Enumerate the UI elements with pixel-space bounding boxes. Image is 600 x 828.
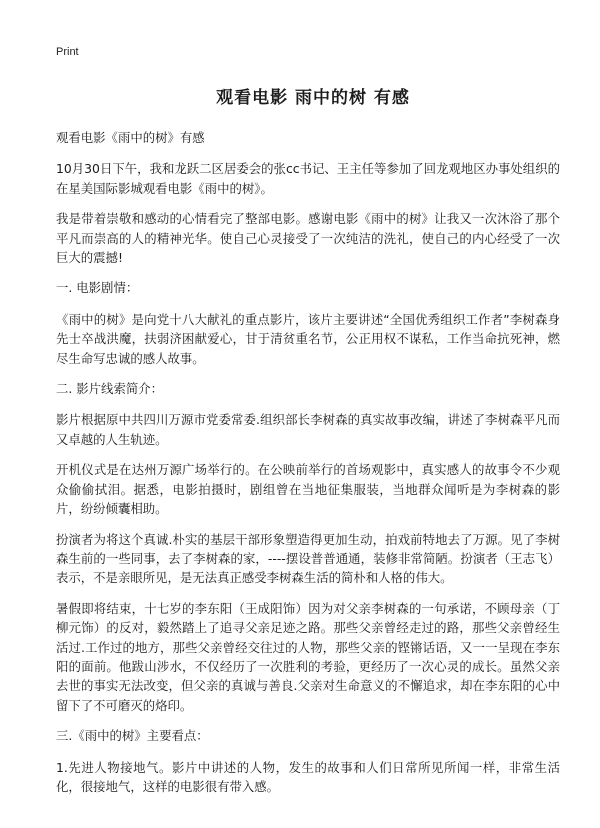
paragraph: 扮演者为将这个真诚.朴实的基层干部形象塑造得更加生动，拍戏前特地去了万源。见了李树森生前的一些同事，去了李树森的家，----摆设普普通通，装修非常简陋。扮演者（王志飞）表示，不是亲眼所见，是无法真正感受李树森生活的简朴和人格的伟大。 xyxy=(56,531,560,586)
section-heading-highlights: 三.《雨中的树》主要看点： xyxy=(56,728,209,744)
paragraph: 10月30日下午，我和龙跃二区居委会的张cc书记、王主任等参加了回龙观地区办事处组织的在星美国际影城观看电影《雨中的树》。 xyxy=(56,161,560,196)
paragraph: 开机仪式是在达州万源广场举行的。在公映前举行的首场观影中，真实感人的故事令不少观众偷偷拭泪。据悉，电影拍摄时，剧组曾在当地征集服装，当地群众闻听是为李树森的影片，纷纷倾囊相助。 xyxy=(56,462,560,517)
paragraph: 影片根据原中共四川万源市党委常委.组织部长李树森的真实故事改编，讲述了李树森平凡而又卓越的人生轨迹。 xyxy=(56,412,560,447)
paragraph: 我是带着崇敬和感动的心情看完了整部电影。感谢电影《雨中的树》让我又一次沐浴了那个平凡而崇高的人的精神光华。使自己心灵接受了一次纯洁的洗礼，使自己的内心经受了一次巨大的震撼! xyxy=(56,211,560,266)
article-subtitle: 观看电影《雨中的树》有感 xyxy=(56,130,205,145)
paragraph: 1.先进人物接地气。影片中讲述的人物，发生的故事和人们日常所见所闻一样，非常生活化，很接地气，这样的电影很有带入感。 xyxy=(56,759,560,794)
section-heading-synopsis: 二. 影片线索简介： xyxy=(56,381,164,397)
paragraph: 暑假即将结束，十七岁的李东阳（王成阳饰）因为对父亲李树森的一句承诺，不顾母亲（丁柳元饰）的反对，毅然踏上了追寻父亲足迹之路。那些父亲曾经走过的路，那些父亲曾经生活过.工作过的地方，那些父亲曾经交往过的人物，那些父亲的铿锵话语，又一一呈现在李东阳的面前。他跋山涉水，不仅经历了一次胜利的考验，更经历了一次心灵的成长。虽然父亲去世的事实无法改变，但父亲的真诚与善良.父亲对生命意义的不懈追求，却在李东阳的心中留下了不可磨灭的烙印。 xyxy=(56,600,560,713)
page-title: 观看电影 雨中的树 有感 xyxy=(216,88,410,108)
paragraph: 《雨中的树》是向党十八大献礼的重点影片，该片主要讲述“全国优秀组织工作者”李树森身先士卒战洪魔，扶弱济困献爱心，甘于清贫重名节，公正用权不谋私，工作当命抗死神，燃尽生命写忠诚的感人故事。 xyxy=(56,311,560,366)
section-heading-plot: 一. 电影剧情： xyxy=(56,280,139,296)
print-link[interactable]: Print xyxy=(56,46,79,58)
